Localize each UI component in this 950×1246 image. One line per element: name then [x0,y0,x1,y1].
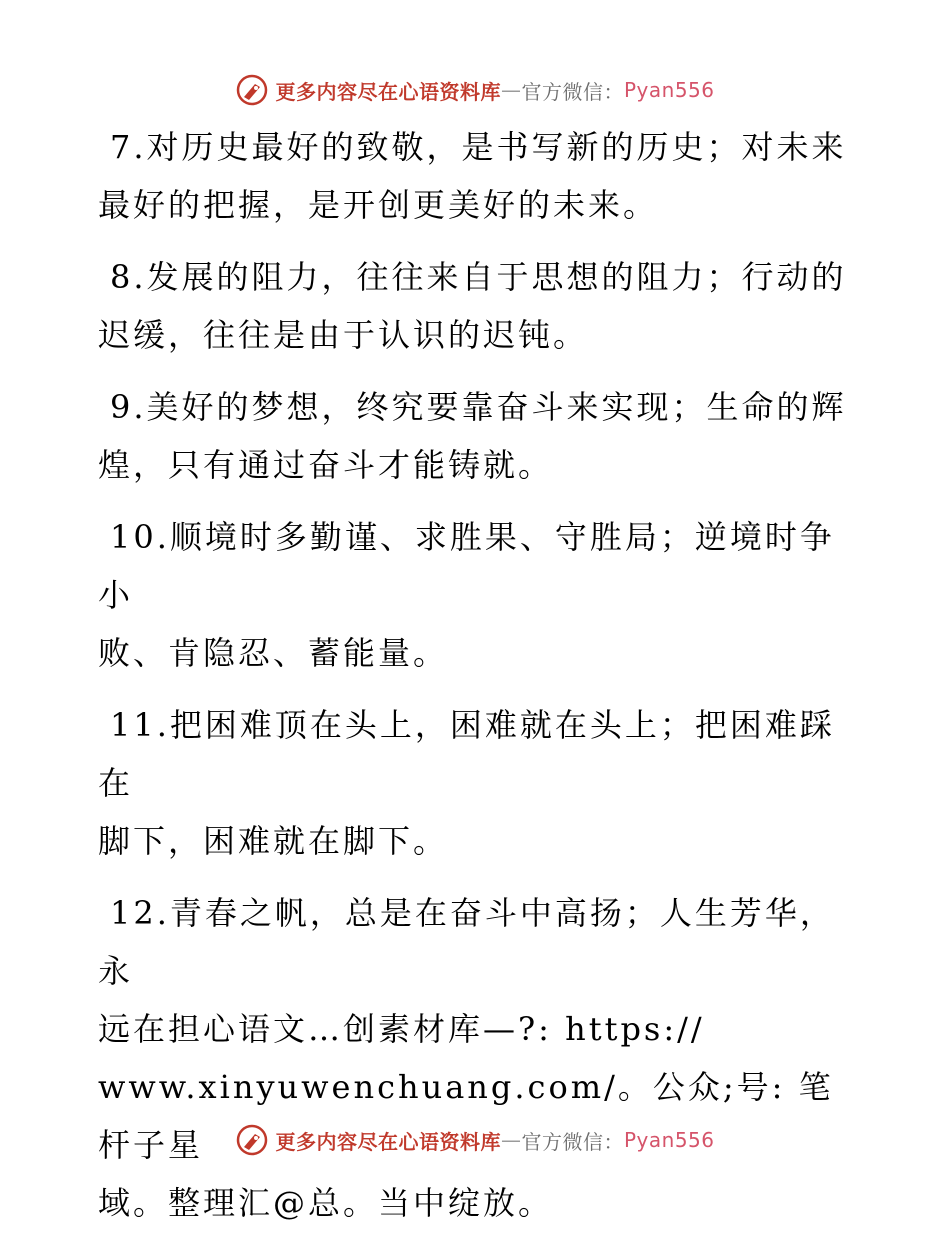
pen-nib-icon [235,1123,269,1157]
quote-paragraph-7 [98,118,858,234]
paragraph-line: www.xinyuwenchuang.com/。公众;号: 笔杆子星 [98,1068,834,1164]
paragraph-line: 煌，只有通过奋斗才能铸就。 [98,446,554,484]
banner-wechat-id: Pyan556 [623,78,715,102]
banner-wechat-label: 官方微信： [521,79,624,104]
paragraph-number: 7. [110,128,147,166]
quote-paragraph-11 [98,696,858,870]
banner-separator: — [500,78,522,102]
quote-paragraph-8 [98,248,858,364]
paragraph-number: 11. [110,706,170,744]
pen-nib-icon [235,73,269,107]
paragraph-line: 最好的把握，是开创更美好的未来。 [98,186,659,224]
paragraph-line: 顺境时多勤谨、求胜果、守胜局；逆境时争小 [98,518,835,614]
banner-wechat-id: Pyan556 [623,1128,715,1152]
paragraph-number: 12. [110,894,170,932]
paragraph-line: 迟缓，往往是由于认识的迟钝。 [98,316,589,354]
paragraph-number: 8. [110,258,147,296]
quote-paragraph-10 [98,508,858,682]
quote-paragraph-12 [98,884,858,1232]
header-banner [0,70,950,110]
paragraph-line: 把困难顶在头上，困难就在头上；把困难踩在 [98,706,835,802]
paragraph-line: 域。整理汇@总。当中绽放。 [98,1184,554,1222]
paragraph-number: 10. [110,518,170,556]
footer-banner [0,1120,950,1160]
paragraph-line: 青春之帆，总是在奋斗中高扬；人生芳华，永 [98,894,835,990]
banner-site-text: 更多内容尽在心语资料库 [275,1129,501,1154]
banner-separator: — [500,1128,522,1152]
paragraph-line: 发展的阻力，往往来自于思想的阻力；行动的 [146,258,847,296]
paragraph-line: 美好的梦想，终究要靠奋斗来实现；生命的辉 [146,388,847,426]
paragraph-line: 脚下，困难就在脚下。 [98,822,449,860]
paragraph-line: 对历史最好的致敬，是书写新的历史；对未来 [146,128,847,166]
paragraph-line: 远在担心语文…创素材库—?: https:// [98,1010,705,1048]
paragraph-number: 9. [110,388,147,426]
paragraph-line: 败、肯隐忍、蓄能量。 [98,634,449,672]
document-body [98,118,858,1246]
quote-paragraph-9 [98,378,858,494]
banner-site-text: 更多内容尽在心语资料库 [275,79,501,104]
banner-wechat-label: 官方微信： [521,1129,624,1154]
